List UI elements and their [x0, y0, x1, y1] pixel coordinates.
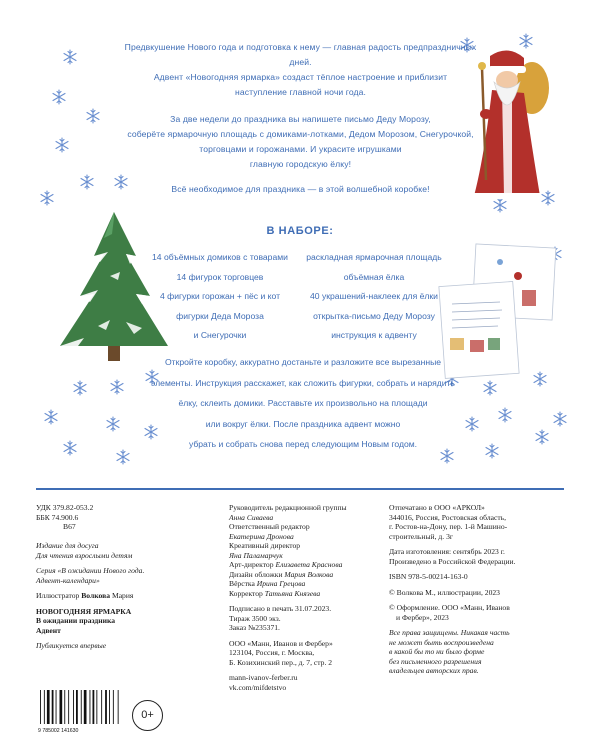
credit-role: Руководитель редакционной группы: [229, 503, 347, 512]
credit-person: Анна Сиваева: [229, 512, 274, 522]
age-rating-badge: 0+: [132, 700, 163, 731]
series-line: Серия «В ожидании Нового года.: [36, 566, 145, 575]
first-publication-note: Публикуется впервые: [36, 641, 107, 650]
manufacture-country: Произведено в Российской Федерации.: [389, 556, 516, 566]
publisher-address: 123104, Россия, г. Москва,: [229, 648, 315, 657]
book-subtitle: В ожидании праздника: [36, 616, 116, 625]
isbn: ISBN 978-5-00214-163-0: [389, 572, 468, 581]
set-contents-left: [142, 248, 298, 346]
set-contents-right: [300, 248, 448, 346]
printer-address: строительный, д. 3г: [389, 531, 453, 541]
copyright-design: © Оформление. ООО «Манн, Иванов: [389, 603, 510, 612]
intro-line: главную городскую ёлку!: [249, 159, 352, 169]
credit-line: [229, 560, 379, 570]
intro-closing: Всё необходимое для праздника — в этой волшебной коробке!: [171, 184, 430, 194]
series-line: Адвент-календари»: [36, 575, 100, 585]
instructions-line: или вокруг ёлки. После праздника адвент можно: [205, 418, 401, 429]
intro-line: наступление главной ночи года.: [234, 87, 367, 97]
credit-line: [229, 570, 379, 580]
credit-person: Елизавета Краснова: [275, 560, 343, 569]
divider-line: [36, 488, 564, 490]
order-number: Заказ №235371.: [229, 623, 280, 632]
instructions-line: убрать и собрать снова перед следующим Новым годом.: [188, 439, 418, 449]
intro-text: [118, 40, 483, 209]
bbk-code: В67: [63, 522, 76, 531]
barcode: [36, 688, 146, 734]
printer-address: 344016, Россия, Ростовская область,: [389, 512, 507, 522]
imprint-column-3: [389, 503, 569, 676]
credit-person: Яна Паламарчук: [229, 550, 283, 560]
illustrator-credit: [36, 591, 211, 601]
intro-line: Предвкушение Нового года и подготовка к нему — главная радость предпраздничных дней.: [124, 42, 477, 67]
intro-line: Адвент «Новогодняя ярмарка» создаст тёплое настроение и приблизит: [153, 72, 448, 82]
set-item: и Снегурочки: [193, 330, 247, 341]
rights-notice: в какой бы то ни было форме: [389, 647, 485, 656]
manufacture-date: Дата изготовления: сентябрь 2023 г.: [389, 547, 505, 556]
printer-name: Отпечатано в ООО «АРКОЛ»: [389, 503, 485, 512]
publisher-social: vk.com/mifdetstvo: [229, 682, 287, 692]
set-item: раскладная ярмарочная площадь: [306, 252, 442, 262]
illustrator-name: Волкова: [81, 591, 111, 600]
credit-person: Екатерина Дронова: [229, 531, 294, 541]
rights-notice: без письменного разрешения: [389, 656, 482, 666]
credit-role: Ответственный редактор: [229, 522, 310, 531]
set-item: фигурки Деда Мороза: [176, 310, 264, 321]
instructions-line: Откройте коробку, аккуратно достаньте и разложите все вырезанные: [164, 357, 442, 367]
credit-person: Татьяна Князева: [264, 588, 321, 598]
publisher-website: mann-ivanov-ferber.ru: [229, 673, 298, 682]
book-title: НОВОГОДНЯЯ ЯРМАРКА: [36, 606, 132, 616]
barcode-number: 9 785002 141630: [38, 728, 79, 734]
instructions-line: ёлку, склеить домики. Расставьте их произвольно на площади: [178, 398, 428, 408]
edition-type: Издание для досуга: [36, 541, 99, 550]
print-run: Тираж 3500 экз.: [229, 613, 281, 623]
imprint-column-2: [229, 503, 379, 692]
intro-line: торговцами и горожанами. И украсите игрушками: [199, 144, 402, 154]
book-genre: Адвент: [36, 625, 61, 635]
rights-notice: Все права защищены. Никакая часть: [389, 628, 510, 637]
publisher-name: ООО «Манн, Иванов и Фербер»: [229, 638, 333, 648]
edition-audience: Для чтения взрослыми детям: [36, 550, 133, 560]
credit-person: Ирина Грецова: [256, 579, 306, 588]
set-contents-title: В НАБОРЕ:: [266, 225, 334, 237]
udk: УДК 379.82-053.2: [36, 503, 94, 512]
copyright-design: и Фербер», 2023: [396, 612, 449, 622]
intro-line: За две недели до праздника вы напишете письмо Деду Морозу,: [170, 114, 431, 124]
print-signed: Подписано в печать 31.07.2023.: [229, 604, 332, 613]
set-item: 4 фигурки горожан + пёс и кот: [159, 291, 281, 302]
set-item: 40 украшений-наклеек для ёлки: [310, 291, 438, 302]
set-item: инструкция к адвенту: [331, 330, 417, 341]
credit-role: Дизайн обложки: [229, 569, 283, 579]
credit-line: [229, 589, 379, 599]
publisher-address: Б. Козихинский пер., д. 7, стр. 2: [229, 657, 333, 667]
set-item: 14 фигурок торговцев: [176, 271, 264, 282]
illustrator-first-name: Мария: [111, 591, 134, 600]
credit-line: [229, 579, 379, 589]
intro-line: соберёте ярмарочную площадь с домиками-лотками, Дедом Морозом, Снегурочкой,: [127, 129, 474, 139]
printer-address: г. Ростов-на-Дону, пер. 1-й Машино-: [389, 522, 508, 531]
credit-role: Корректор: [229, 588, 263, 598]
rights-notice: не может быть воспроизведена: [389, 637, 494, 647]
credit-person: Мария Волкова: [284, 569, 334, 579]
instructions-text: [148, 352, 458, 455]
bbk: ББК 74.900.6: [36, 512, 79, 522]
set-item: открытка-письмо Деду Морозу: [313, 310, 435, 321]
instructions-line: элементы. Инструкция расскажет, как сложить фигурки, собрать и нарядить: [150, 377, 456, 388]
set-item: объёмная ёлка: [343, 271, 405, 282]
imprint-column-1: [36, 503, 211, 651]
copyright-illustrations: © Волкова М., иллюстрации, 2023: [389, 587, 500, 597]
set-item: 14 объёмных домиков с товарами: [152, 252, 288, 262]
illustrator-label: Иллюстратор: [36, 591, 80, 600]
credit-role: Арт-директор: [229, 560, 274, 569]
credit-role: Креативный директор: [229, 541, 301, 550]
rights-notice: владельцев авторских прав.: [389, 666, 479, 675]
credit-role: Вёрстка: [229, 579, 255, 588]
